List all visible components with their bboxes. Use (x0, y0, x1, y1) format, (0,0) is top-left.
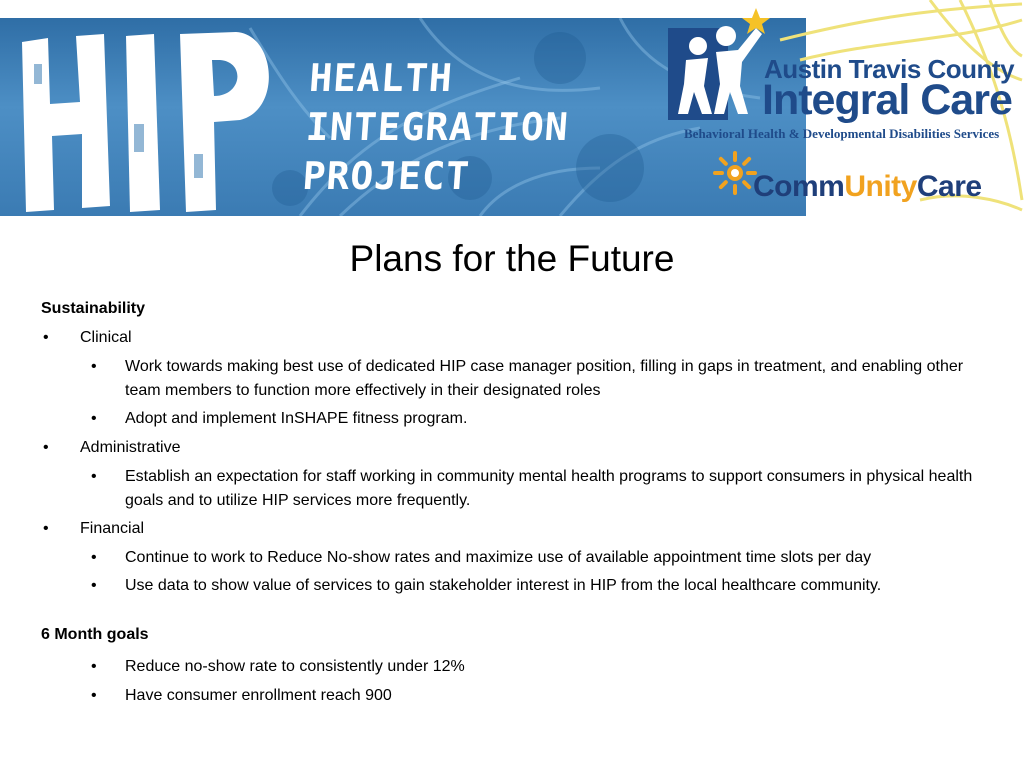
list-item-label: Administrative (80, 439, 181, 456)
communitycare-part-1: Comm (753, 170, 845, 203)
integral-care-line-1: Austin Travis County (764, 54, 1015, 84)
list-item-label: Clinical (80, 329, 132, 346)
list-item-text: Adopt and implement InSHAPE fitness program. (125, 410, 468, 427)
list-item-text: Establish an expectation for staff working in community mental health programs to support consumers in physical health goals and to utilize HIP services more frequently. (125, 468, 973, 509)
list-item-text: Use data to show value of services to gain stakeholder interest in HIP from the local healthcare community. (125, 577, 882, 594)
bullet-icon: • (91, 410, 97, 427)
list-item-label: Financial (80, 520, 145, 537)
communitycare-logo-text (753, 170, 982, 204)
bullet-icon: • (91, 549, 97, 566)
bullet-icon: • (91, 358, 97, 375)
bullet-icon: • (91, 687, 97, 704)
bullet-icon: • (91, 577, 97, 594)
slide-header (0, 0, 1024, 220)
bullet-icon: • (43, 520, 49, 537)
project-title-line-2: INTEGRATION (304, 105, 571, 149)
bullet-icon: • (91, 658, 97, 675)
communitycare-sun-icon (712, 150, 758, 196)
project-title-line-1: HEALTH (307, 56, 455, 100)
bullet-icon: • (43, 439, 49, 456)
section-heading-sustainability: Sustainability (41, 300, 146, 317)
bullet-icon: • (43, 329, 49, 346)
integral-care-tagline: Behavioral Health & Developmental Disabilities Services (684, 126, 1000, 141)
integral-care-figures-icon (664, 6, 774, 124)
communitycare-part-2: Unity (844, 170, 917, 203)
list-item-text: Have consumer enrollment reach 900 (125, 687, 392, 704)
project-title-line-3: PROJECT (301, 154, 472, 198)
list-item-text: Reduce no-show rate to consistently under 12% (125, 658, 465, 675)
integral-care-line-2: Integral Care (762, 76, 1012, 124)
communitycare-part-3: Care (916, 170, 982, 203)
list-item-text: Continue to work to Reduce No-show rates and maximize use of available appointment time slots per day (125, 549, 872, 566)
slide-title: Plans for the Future (349, 238, 675, 279)
list-item-text: Work towards making best use of dedicated HIP case manager position, filling in gaps in treatment, and enabling other team members to function more effectively in their designated roles (125, 358, 964, 399)
bullet-icon: • (91, 468, 97, 485)
section-heading-6-month-goals: 6 Month goals (41, 626, 149, 643)
project-title (301, 54, 574, 201)
hip-logo-icon (14, 24, 284, 214)
